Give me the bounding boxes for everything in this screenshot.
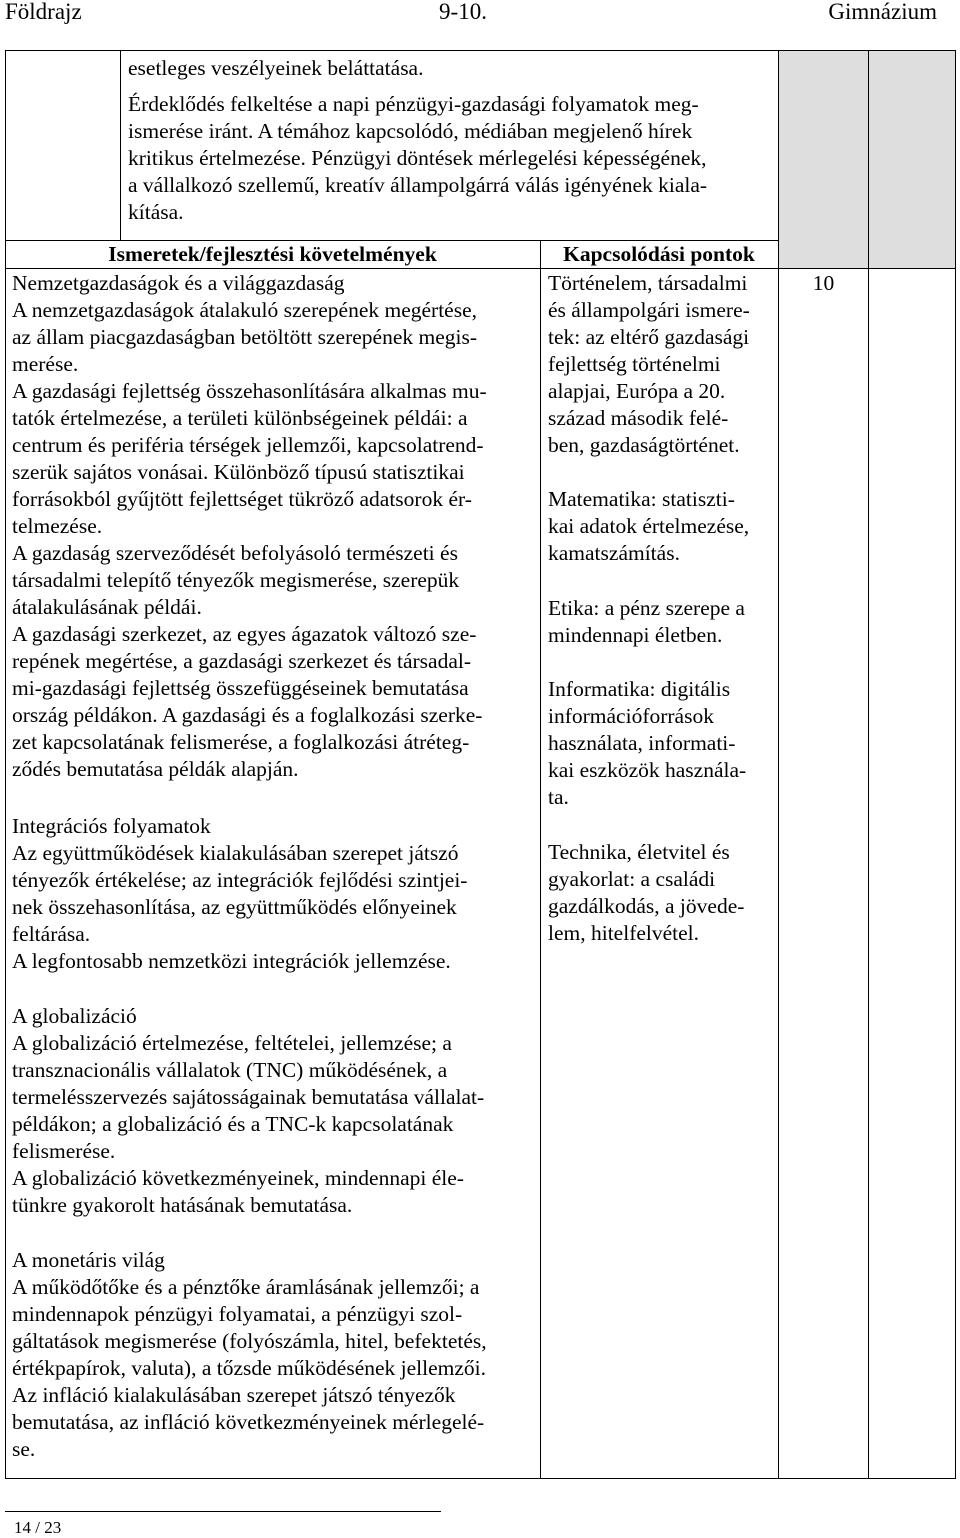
text-line: A gazdaság szerveződését befolyásoló természeti és xyxy=(12,541,458,565)
column-header-connections: Kapcsolódási pontok xyxy=(563,242,755,266)
text-line: alapjai, Európa a 20. xyxy=(548,379,726,403)
connections-paragraph xyxy=(548,595,750,649)
text-line: A globalizáció xyxy=(12,1004,137,1028)
connections-paragraph xyxy=(548,486,750,567)
text-line: se. xyxy=(12,1437,36,1461)
connections-paragraph xyxy=(548,270,750,459)
connections-paragraph xyxy=(548,676,750,811)
text-line: Technika, életvitel és xyxy=(548,840,730,864)
hours-cell: 10 xyxy=(812,271,835,295)
goals-cell xyxy=(128,55,707,226)
page-number: 14 / 23 xyxy=(14,1518,62,1537)
text-line: a vállalkozó szellemű, kreatív állampolgárrá válás igényének kiala- xyxy=(128,173,708,197)
text-line: mindennapok pénzügyi folyamatai, a pénzügyi szol- xyxy=(12,1302,463,1326)
text-line: repének megértése, a gazdasági szerkezet és társadal- xyxy=(12,649,471,673)
text-line: forrásokból gyűjtött fejlettséget tükröző adatsorok ér- xyxy=(12,487,472,511)
text-line: merése. xyxy=(12,352,79,376)
text-line: Történelem, társadalmi xyxy=(548,271,748,295)
text-line: tényezők értékelése; az integrációk fejlődési szintjei- xyxy=(12,868,468,892)
text-line: ismerése iránt. A témához kapcsolódó, médiában megjelenő hírek xyxy=(128,119,693,143)
table-column-divider xyxy=(778,50,779,1478)
text-line: tünkre gyakorolt hatásának bemutatása. xyxy=(12,1193,353,1217)
text-line: A gazdasági fejlettség összehasonlítására alkalmas mu- xyxy=(12,379,487,403)
text-line: A globalizáció következményeinek, mindennapi éle- xyxy=(12,1166,464,1190)
requirements-cell xyxy=(12,270,487,1463)
text-line: feltárása. xyxy=(12,922,91,946)
text-line: század második felé- xyxy=(548,406,729,430)
text-line: Nemzetgazdaságok és a világgazdaság xyxy=(12,271,345,295)
text-line: ta. xyxy=(548,785,569,809)
text-line: ország példákon. A gazdasági és a foglalkozási szerke- xyxy=(12,703,483,727)
text-line: bemutatása, az infláció következményeinek mérlegelé- xyxy=(12,1410,485,1434)
goals-paragraph xyxy=(128,91,707,226)
connections-cell xyxy=(548,270,750,947)
text-line: Az együttműködések kialakulásában szerepet játszó xyxy=(12,841,459,865)
text-line: fejlettség történelmi xyxy=(548,352,721,376)
text-line: A működőtőke és a pénztőke áramlásának jellemzői; a xyxy=(12,1275,480,1299)
table-column-divider xyxy=(540,240,541,1478)
text-line: termelésszervezés sajátosságainak bemutatása vállalat- xyxy=(12,1085,485,1109)
text-line: telmezése. xyxy=(12,514,103,538)
requirements-paragraph xyxy=(12,813,487,975)
text-line: transznacionális vállalatok (TNC) működésének, a xyxy=(12,1058,448,1082)
text-line: mindennapi életben. xyxy=(548,623,723,647)
footer-rule xyxy=(5,1511,441,1512)
table-border-top xyxy=(5,50,956,51)
text-line: Matematika: statiszti- xyxy=(548,487,735,511)
text-line: Integrációs folyamatok xyxy=(12,814,211,838)
text-line: felismerése. xyxy=(12,1139,116,1163)
connections-paragraph xyxy=(548,839,750,947)
text-line: használata, informati- xyxy=(548,731,736,755)
text-line: kai adatok értelmezése, xyxy=(548,514,750,538)
header-subject: Földrajz xyxy=(5,0,82,24)
table-column-divider xyxy=(868,50,869,1478)
shaded-cell xyxy=(779,51,955,268)
header-school: Gimnázium xyxy=(828,0,937,24)
text-line: ben, gazdaságtörténet. xyxy=(548,433,740,457)
text-line: kritikus értelmezése. Pénzügyi döntések mérlegelési képességének, xyxy=(128,146,707,170)
text-line: mi-gazdasági fejlettség összefüggéseinek bemutatása xyxy=(12,676,469,700)
text-line: lem, hitelfelvétel. xyxy=(548,921,700,945)
text-line: kai eszközök használa- xyxy=(548,758,747,782)
table-border-bottom xyxy=(5,1478,956,1479)
goals-paragraph xyxy=(128,55,707,82)
requirements-paragraph xyxy=(12,270,487,783)
text-line: információforrások xyxy=(548,704,714,728)
text-line: kítása. xyxy=(128,200,184,224)
text-line: nek összehasonlítása, az együttműködés előnyeinek xyxy=(12,895,457,919)
table-row-divider xyxy=(5,268,956,269)
text-line: Informatika: digitális xyxy=(548,677,731,701)
text-line: gyakorlat: a családi xyxy=(548,867,716,891)
requirements-paragraph xyxy=(12,1003,487,1219)
text-line: kamatszámítás. xyxy=(548,541,680,565)
text-line: átalakulásának példái. xyxy=(12,595,202,619)
text-line: Az infláció kialakulásában szerepet játszó tényezők xyxy=(12,1383,456,1407)
text-line: és állampolgári ismere- xyxy=(548,298,750,322)
text-line: gazdálkodás, a jövede- xyxy=(548,894,745,918)
text-line: centrum és periféria térségek jellemzői, kapcsolatrend- xyxy=(12,433,484,457)
table-border-right xyxy=(955,50,956,1479)
column-header-requirements: Ismeretek/fejlesztési követelmények xyxy=(108,242,437,266)
text-line: Etika: a pénz szerepe a xyxy=(548,596,745,620)
text-line: zet kapcsolatának felismerése, a foglalkozási átréteg- xyxy=(12,730,470,754)
text-line: szerük sajátos vonásai. Különböző típusú statisztikai xyxy=(12,460,465,484)
header-grade: 9-10. xyxy=(439,0,487,24)
text-line: Érdeklődés felkeltése a napi pénzügyi-gazdasági folyamatok meg- xyxy=(128,92,699,116)
text-line: társadalmi telepítő tényezők megismerése, szerepük xyxy=(12,568,460,592)
text-line: esetleges veszélyeinek beláttatása. xyxy=(128,56,424,80)
text-line: példákon; a globalizáció és a TNC-k kapcsolatának xyxy=(12,1112,454,1136)
text-line: tek: az eltérő gazdasági xyxy=(548,325,750,349)
text-line: A globalizáció értelmezése, feltételei, jellemzése; a xyxy=(12,1031,452,1055)
text-line: értékpapírok, valuta), a tőzsde működésének jellemzői. xyxy=(12,1356,487,1380)
text-line: A legfontosabb nemzetközi integrációk jellemzése. xyxy=(12,949,451,973)
text-line: A monetáris világ xyxy=(12,1248,165,1272)
text-line: gáltatások megismerése (folyószámla, hitel, befektetés, xyxy=(12,1329,487,1353)
text-line: az állam piacgazdaságban betöltött szerepének megis- xyxy=(12,325,478,349)
text-line: ződés bemutatása példák alapján. xyxy=(12,757,299,781)
text-line: A gazdasági szerkezet, az egyes ágazatok változó sze- xyxy=(12,622,477,646)
table-column-divider xyxy=(120,50,121,240)
text-line: tatók értelmezése, a területi különbségeinek példái: a xyxy=(12,406,468,430)
text-line: A nemzetgazdaságok átalakuló szerepének megértése, xyxy=(12,298,478,322)
requirements-paragraph xyxy=(12,1247,487,1463)
